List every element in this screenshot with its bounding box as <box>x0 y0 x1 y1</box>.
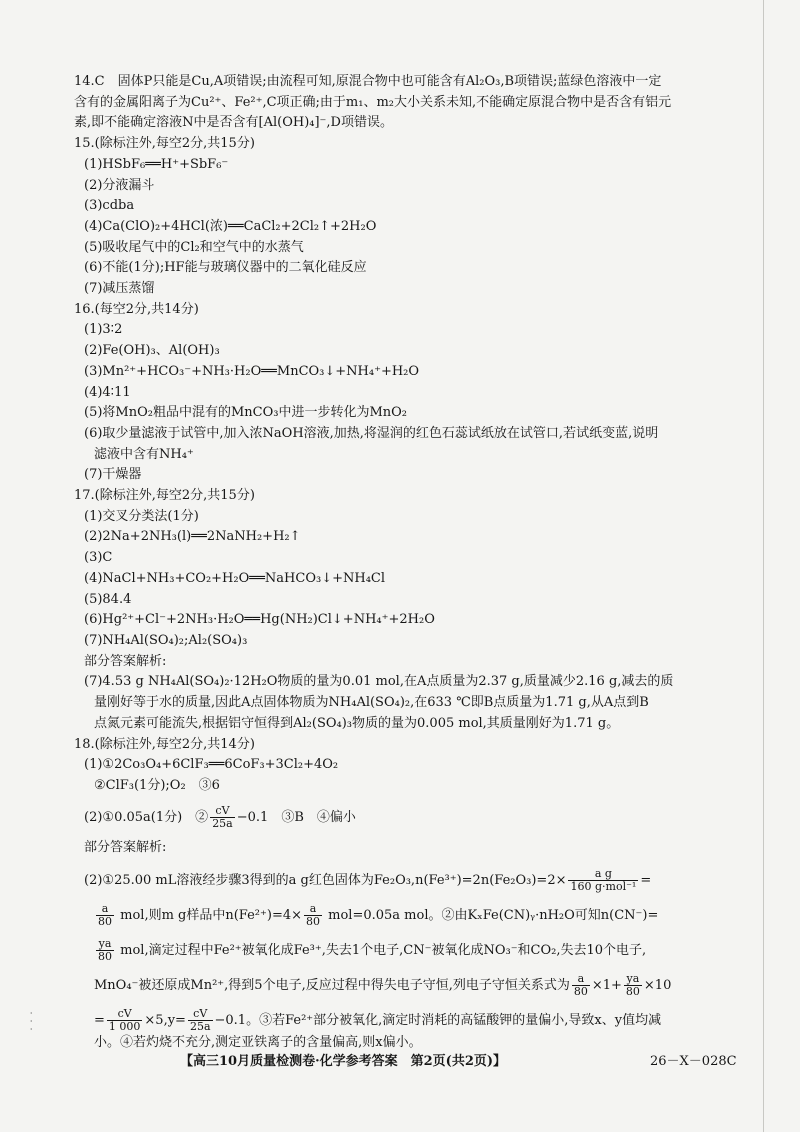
fraction-numerator: ya <box>624 973 642 986</box>
fraction-denominator: 80 <box>98 915 112 929</box>
q18-answer-1-cont: ②ClF₃(1分);O₂ ③6 <box>94 777 220 793</box>
fraction <box>568 868 638 893</box>
spacer <box>74 858 724 868</box>
spacer <box>74 830 724 838</box>
q18-heading: 18.(除标注外,每空2分,共14分) <box>74 736 255 752</box>
q16-answer-3: (3)Mn²⁺+HCO₃⁻+NH₃·H₂O══MnCO₃↓+NH₄⁺+H₂O <box>84 363 420 379</box>
q18-analysis-line-5 <box>74 1008 724 1033</box>
fraction-denominator: 80 <box>98 950 112 964</box>
q15-answer-1: (1)HSbF₆══H⁺+SbF₆⁻ <box>84 156 229 172</box>
q16-answer-6: (6)取少量滤液于试管中,加入浓NaOH溶液,加热,将湿润的红色石蕊试纸放在试管口,若试纸变蓝,说明 <box>84 425 659 441</box>
q15-heading: 15.(除标注外,每空2分,共15分) <box>74 136 255 152</box>
fraction <box>304 903 322 928</box>
text-segment: = <box>94 1013 105 1029</box>
fraction-denominator: 1 000 <box>108 1020 141 1034</box>
q18-analysis-heading: 部分答案解析: <box>84 839 167 855</box>
fraction-numerator: cV <box>188 1008 213 1021</box>
fraction-numerator: cV <box>210 805 235 818</box>
fraction-numerator: cV <box>107 1008 143 1021</box>
q15-answer-2: (2)分液漏斗 <box>84 177 155 193</box>
page-footer <box>180 1050 740 1069</box>
fraction <box>96 903 114 928</box>
q17-answer-1: (1)交叉分类法(1分) <box>84 508 199 524</box>
q18-answer-2-text: (2)①0.05a(1分) ② <box>84 809 209 825</box>
fraction <box>107 1008 143 1033</box>
fraction <box>210 805 235 830</box>
page-edge-line <box>763 0 764 1132</box>
footer-title: 【高三10月质量检测卷·化学参考答案 第2页(共2页)】 <box>180 1054 507 1069</box>
q18-analysis-line-1 <box>74 868 724 893</box>
q17-heading: 17.(除标注外,每空2分,共15分) <box>74 488 255 504</box>
fraction-numerator: ya <box>96 938 114 951</box>
q17-answer-5: (5)84.4 <box>84 591 132 607</box>
fraction <box>188 1008 213 1033</box>
q15-answer-5: (5)吸收尾气中的Cl₂和空气中的水蒸气 <box>84 239 304 255</box>
q16-heading: 16.(每空2分,共14分) <box>74 301 199 317</box>
q18-analysis-line-2 <box>74 903 724 928</box>
spacer <box>74 998 724 1008</box>
text-segment: −0.1。③若Fe²⁺部分被氧化,滴定时消耗的高锰酸钾的量偏小,导致x、y值均减 <box>214 1013 662 1029</box>
q15-answer-7: (7)减压蒸馏 <box>84 281 155 297</box>
q16-answer-7: (7)干燥器 <box>84 467 142 483</box>
text-segment: ×5,y= <box>144 1013 186 1029</box>
fraction <box>624 973 642 998</box>
fraction-numerator: a <box>304 903 322 916</box>
q17-answer-2: (2)2Na+2NH₃(l)══2NaNH₂+H₂↑ <box>84 529 301 545</box>
text-segment: mol,滴定过程中Fe²⁺被氧化成Fe³⁺,失去1个电子,CN⁻被氧化成NO₃⁻和CO₂,失去10个电子, <box>116 943 647 959</box>
fraction-denominator: 25a <box>189 1020 211 1034</box>
q18-answer-2 <box>74 805 724 830</box>
fraction-denominator: 80 <box>573 985 588 999</box>
q18-answer-1: (1)①2Co₃O₄+6ClF₃══6CoF₃+3Cl₂+4O₂ <box>84 757 339 773</box>
text-segment: mol=0.05a mol。②由KₓFe(CN)ᵧ·nH₂O可知n(CN⁻)= <box>324 908 659 924</box>
q18-analysis-line-3 <box>74 938 724 963</box>
spacer <box>74 893 724 903</box>
text-segment: mol,则m g样品中n(Fe²⁺)=4× <box>116 908 303 924</box>
q17-answer-7: (7)NH₄Al(SO₄)₂;Al₂(SO₄)₃ <box>84 632 248 648</box>
text-segment: ×10 <box>643 978 672 994</box>
fraction <box>96 938 114 963</box>
q17-answer-4: (4)NaCl+NH₃+CO₂+H₂O══NaHCO₃↓+NH₄Cl <box>84 570 386 586</box>
fraction-numerator: a <box>96 903 114 916</box>
q14-line-2: 含有的金属阳离子为Cu²⁺、Fe²⁺,C项正确;由于m₁、m₂大小关系未知,不能确定原混合物中是否含有铝元 <box>74 94 672 110</box>
q14-line-3: 素,即不能确定溶液N中是否含有[Al(OH)₄]⁻,D项错误。 <box>74 115 393 131</box>
spacer <box>74 797 724 805</box>
fraction-denominator: 160 g·mol⁻¹ <box>570 880 637 894</box>
q16-answer-4: (4)4∶11 <box>84 384 131 400</box>
q17-analysis-line-2: 量刚好等于水的质量,因此A点固体物质为NH₄Al(SO₄)₂,在633 ℃即B点质量为1.71 g,从A点到B <box>94 695 649 711</box>
q16-answer-1: (1)3∶2 <box>84 322 123 338</box>
q15-answer-6: (6)不能(1分);HF能与玻璃仪器中的二氧化硅反应 <box>84 260 367 276</box>
footer-code: 26－X－028C <box>650 1054 737 1069</box>
q17-answer-6: (6)Hg²⁺+Cl⁻+2NH₃·H₂O══Hg(NH₂)Cl↓+NH₄⁺+2H₂O <box>84 612 435 628</box>
fraction-numerator: a <box>572 973 590 986</box>
fraction-denominator: 80 <box>625 985 640 999</box>
fraction-denominator: 25a <box>212 816 233 830</box>
q18-analysis-line-4 <box>74 973 724 998</box>
q15-answer-3: (3)cdba <box>84 198 135 214</box>
fraction-numerator: a g <box>568 868 638 881</box>
q16-answer-6-cont: 滤液中含有NH₄⁺ <box>94 446 194 462</box>
text-segment: (2)①25.00 mL溶液经步骤3得到的a g红色固体为Fe₂O₃,n(Fe³⁺)=2n(Fe₂O₃)=2× <box>84 873 567 889</box>
answer-content <box>74 72 724 1054</box>
q14-line-1: 14.C 固体P只能是Cu,A项错误;由流程可知,原混合物中也可能含有Al₂O₃,B项错误;蓝绿色溶液中一定 <box>74 74 662 89</box>
q16-answer-2: (2)Fe(OH)₃、Al(OH)₃ <box>84 343 220 359</box>
text-segment: MnO₄⁻被还原成Mn²⁺,得到5个电子,反应过程中得失电子守恒,列电子守恒关系式为 <box>94 978 570 994</box>
q18-answer-2-tail: −0.1 ③B ④偏小 <box>236 809 356 825</box>
fraction-denominator: 80 <box>306 915 321 929</box>
text-segment: = <box>640 873 652 889</box>
q17-analysis-line-3: 点氮元素可能流失,根据铝守恒得到Al₂(SO₄)₃物质的量为0.005 mol,其质量刚好为1.71 g。 <box>94 715 620 731</box>
q16-answer-5: (5)将MnO₂粗品中混有的MnCO₃中进一步转化为MnO₂ <box>84 405 408 421</box>
spacer <box>74 928 724 938</box>
q15-answer-4: (4)Ca(ClO)₂+4HCl(浓)══CaCl₂+2Cl₂↑+2H₂O <box>84 218 377 234</box>
margin-marks: ⸱ ⸱ ⸱ <box>30 1009 33 1035</box>
fraction <box>572 973 590 998</box>
text-segment: ×1+ <box>591 978 622 994</box>
q17-analysis-line-1: (7)4.53 g NH₄Al(SO₄)₂·12H₂O物质的量为0.01 mol,在A点质量为2.37 g,质量减少2.16 g,减去的质 <box>84 674 674 690</box>
q18-analysis-line-6: 小。④若灼烧不充分,测定亚铁离子的含量偏高,则x偏小。 <box>94 1035 422 1051</box>
q17-answer-3: (3)C <box>84 550 113 566</box>
q17-analysis-heading: 部分答案解析: <box>84 653 167 669</box>
